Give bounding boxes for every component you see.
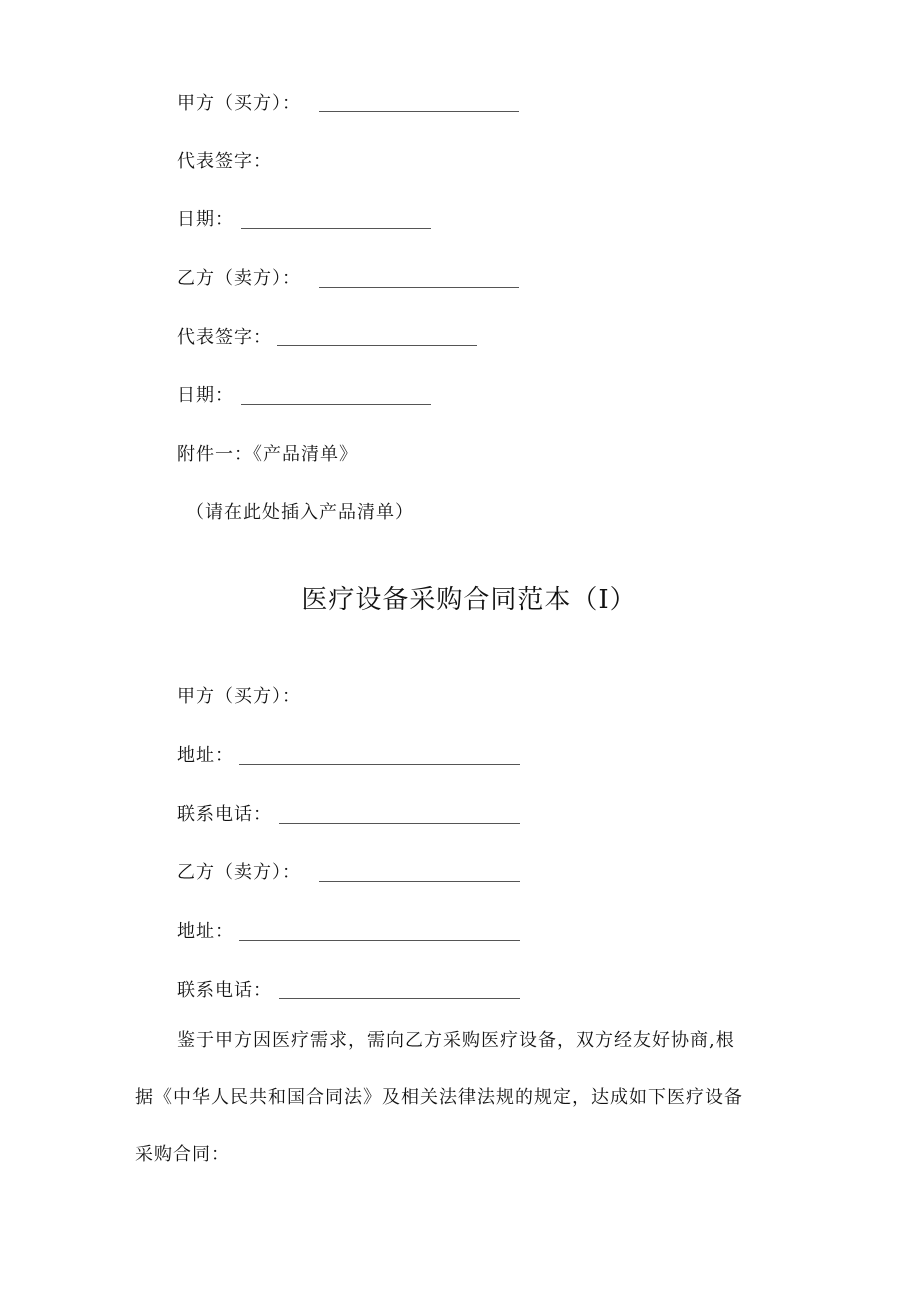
address-a-blank[interactable]	[239, 764, 520, 765]
preamble-line-2: 据《中华人民共和国合同法》及相关法律法规的规定，达成如下医疗设备	[135, 1087, 743, 1108]
rep-sign-a-label: 代表签字：	[177, 151, 272, 172]
attachment-label: 附件一：《产品清单》	[177, 444, 358, 465]
preamble-line-3: 采购合同：	[135, 1144, 230, 1165]
date-a-label: 日期：	[177, 209, 234, 230]
address-a-label: 地址：	[177, 745, 234, 766]
party-b-label: 乙方（卖方）：	[177, 862, 301, 883]
party-a-label: 甲方（买方）：	[177, 686, 301, 707]
party-b-blank[interactable]	[319, 881, 520, 882]
phone-a-label: 联系电话：	[177, 804, 272, 825]
address-b-blank[interactable]	[239, 940, 520, 941]
phone-b-blank[interactable]	[279, 998, 520, 999]
attachment-note: （请在此处插入产品清单）	[186, 502, 414, 523]
party-b-sign-blank[interactable]	[319, 287, 519, 288]
party-a-sign-blank[interactable]	[319, 111, 519, 112]
address-b-label: 地址：	[177, 921, 234, 942]
phone-b-label: 联系电话：	[177, 980, 272, 1001]
date-a-blank[interactable]	[241, 228, 431, 229]
party-a-sign-label: 甲方（买方）：	[177, 93, 301, 114]
date-b-label: 日期：	[177, 385, 234, 406]
date-b-blank[interactable]	[241, 404, 431, 405]
phone-a-blank[interactable]	[279, 823, 520, 824]
contract-title: 医疗设备采购合同范本（I）	[301, 585, 637, 615]
rep-sign-b-blank[interactable]	[277, 345, 477, 346]
rep-sign-b-label: 代表签字：	[177, 327, 272, 348]
party-b-sign-label: 乙方（卖方）：	[177, 268, 301, 289]
preamble-line-1: 鉴于甲方因医疗需求，需向乙方采购医疗设备，双方经友好协商,根	[177, 1030, 735, 1051]
